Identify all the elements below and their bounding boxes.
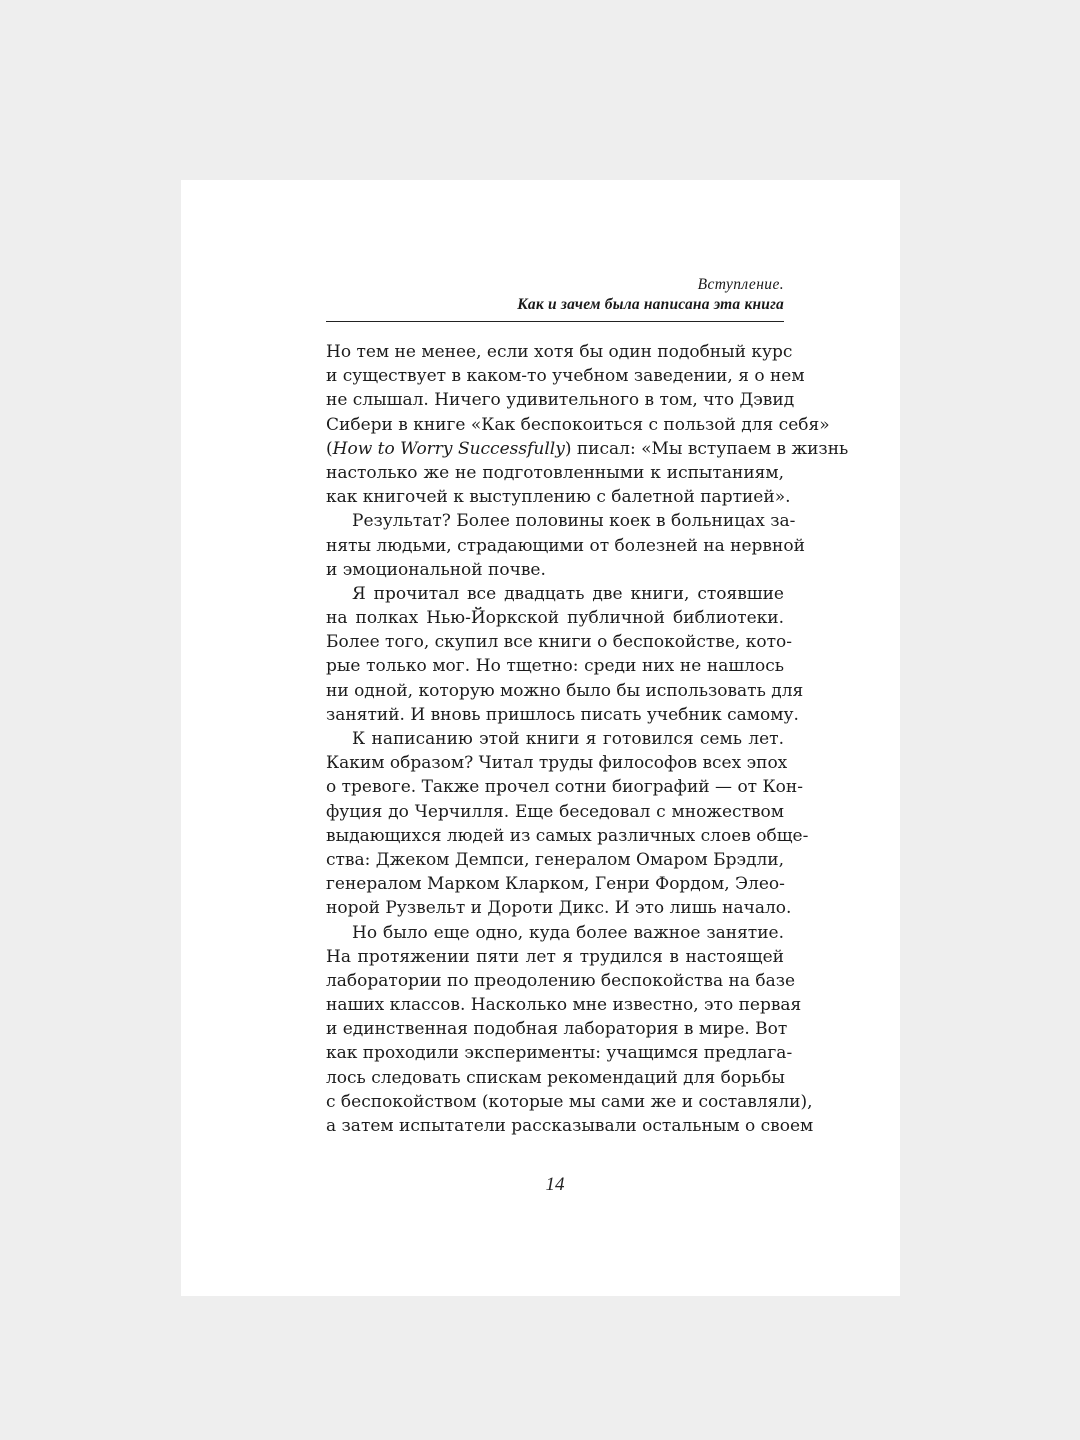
text-line: как книгочей к выступлению с балетной партией». xyxy=(326,487,791,508)
text-line: няты людьми, страдающими от болезней на нервной xyxy=(326,535,805,556)
text-line: а затем испытатели рассказывали остальным о своем xyxy=(326,1116,814,1136)
text-line: Сибери в книге «Как беспокоиться с пользой для себя» xyxy=(326,414,830,435)
text-line: на полках Нью-Йоркской публичной библиотеки. xyxy=(326,608,784,629)
text-line: занятий. И вновь пришлось писать учебник самому. xyxy=(326,704,799,725)
book-page xyxy=(181,180,900,1296)
text-line: На протяжении пяти лет я трудился в настоящей xyxy=(326,946,784,967)
text-line: фуция до Черчилля. Еще беседовал с множеством xyxy=(326,801,784,822)
text-line: Но тем не менее, если хотя бы один подобный курс xyxy=(326,342,793,362)
text-line: и единственная подобная лаборатория в мире. Вот xyxy=(326,1019,788,1040)
text-line: не слышал. Ничего удивительного в том, что Дэвид xyxy=(326,390,795,411)
text-line: норой Рузвельт и Дороти Дикс. И это лишь начало. xyxy=(326,898,792,919)
text-line: ства: Джеком Демпси, генералом Омаром Брэдли, xyxy=(326,849,784,870)
body-text xyxy=(326,340,849,1138)
text-line: выдающихся людей из самых различных слоев обще- xyxy=(326,825,809,846)
running-head-chapter-title: Как и зачем была написана эта книга xyxy=(517,296,784,313)
text-line xyxy=(326,437,849,461)
book-title-italic: How to Worry Successfully xyxy=(332,438,565,459)
text-line: лось следовать спискам рекомендаций для борьбы xyxy=(326,1067,785,1088)
text-line: ни одной, которую можно было бы использовать для xyxy=(326,680,804,701)
text-line: как проходили эксперименты: учащимся предлага- xyxy=(326,1043,793,1064)
text-fragment: ) писал: «Мы вступаем в жизнь xyxy=(564,438,849,459)
text-fragment: ( xyxy=(326,438,333,459)
text-line: Я прочитал все двадцать две книги, стоявшие xyxy=(352,583,784,604)
text-line: генералом Марком Кларком, Генри Фордом, Элео- xyxy=(326,874,785,895)
text-line: Каким образом? Читал труды философов всех эпох xyxy=(326,753,788,774)
header-rule xyxy=(326,321,784,322)
text-line: рые только мог. Но тщетно: среди них не нашлось xyxy=(326,656,784,677)
text-line: и существует в каком-то учебном заведении, я о нем xyxy=(326,366,805,387)
text-line: лаборатории по преодолению беспокойства на базе xyxy=(326,970,796,991)
running-head xyxy=(326,275,784,315)
text-line: К написанию этой книги я готовился семь лет. xyxy=(352,729,784,749)
running-head-section: Вступление. xyxy=(697,276,784,293)
text-line: Результат? Более половины коек в больницах за- xyxy=(352,511,796,532)
text-line: наших классов. Насколько мне известно, это первая xyxy=(326,995,802,1016)
text-line: Но было еще одно, куда более важное занятие. xyxy=(352,922,784,943)
text-line: о тревоге. Также прочел сотни биографий — от Кон- xyxy=(326,777,803,798)
text-line: Более того, скупил все книги о беспокойстве, кото- xyxy=(326,632,792,653)
text-line: настолько же не подготовленными к испытаниям, xyxy=(326,462,784,483)
text-line: с беспокойством (которые мы сами же и составляли), xyxy=(326,1091,813,1112)
text-line: и эмоциональной почве. xyxy=(326,559,546,580)
page-number: 14 xyxy=(545,1174,565,1195)
